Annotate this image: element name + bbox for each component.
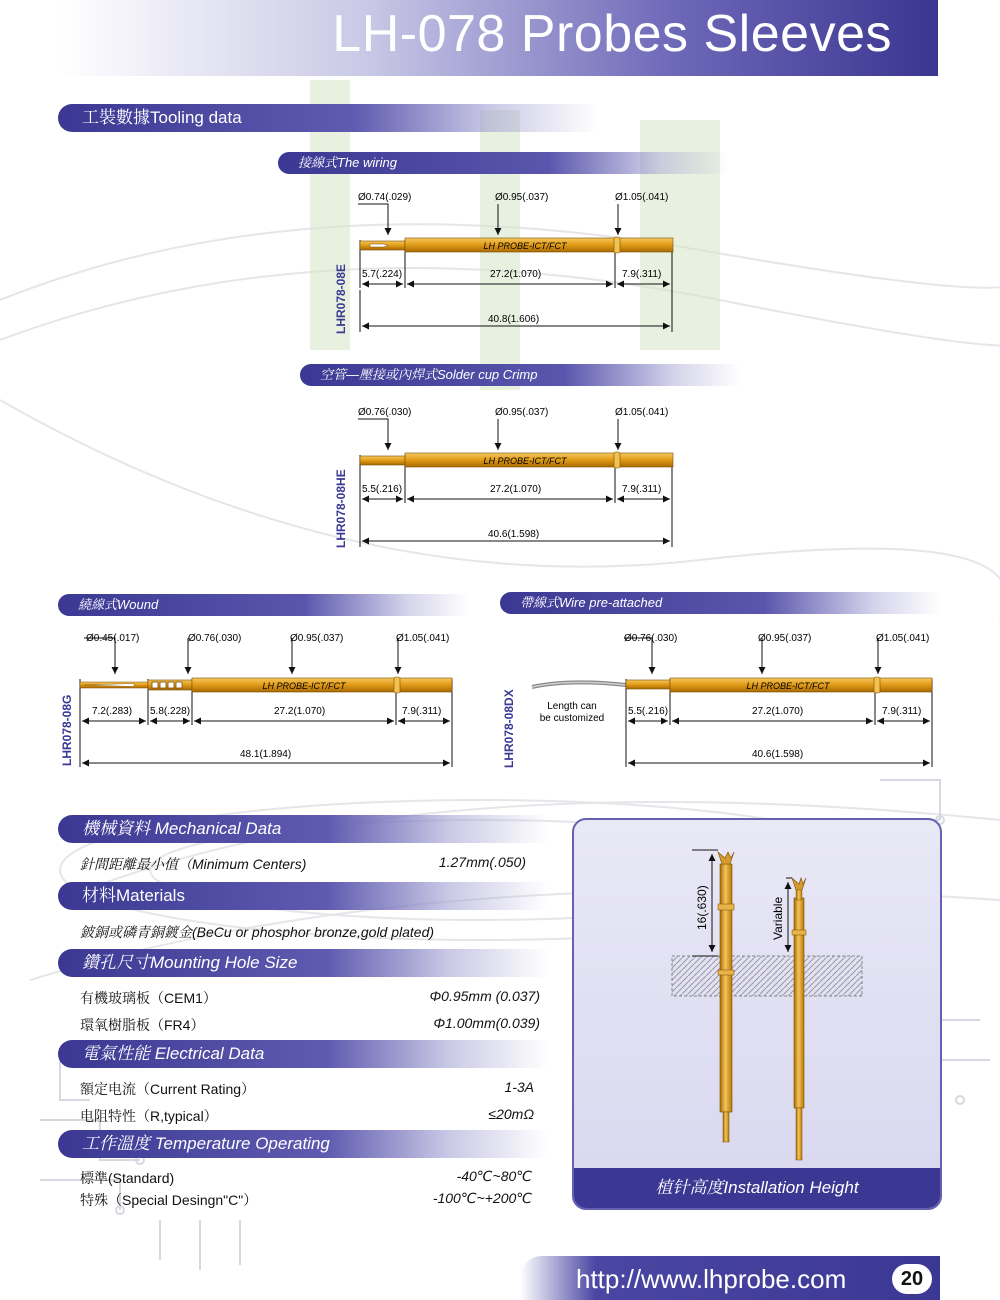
section-temperature-header: 工作溫度 Temperature Operating xyxy=(58,1130,548,1158)
diagram-wire-pre-attached xyxy=(530,625,940,775)
diagram-wound xyxy=(70,625,470,775)
dimension-label: Ø1.05(.041) xyxy=(876,633,930,644)
subsection-solder-header: 空管—壓接或內焊式Solder cup Crimp xyxy=(300,364,740,386)
dimension-label: 27.2(1.070) xyxy=(490,484,542,495)
temperature-value-standard: -40℃~80℃ xyxy=(456,1168,532,1184)
dimension-label: Ø0.76(.030) xyxy=(624,633,678,644)
electrical-value-resistance: ≤20mΩ xyxy=(488,1106,534,1122)
dimension-label: Ø0.95(.037) xyxy=(290,633,344,644)
dimension-label: Ø0.95(.037) xyxy=(495,407,549,418)
dimension-label: 40.6(1.598) xyxy=(488,529,540,540)
mechanical-label: 針間距離最小值（Minimum Centers) xyxy=(80,856,307,872)
installation-caption: 植针高度Installation Height xyxy=(574,1168,940,1208)
dimension-label: 40.6(1.598) xyxy=(752,749,804,760)
height-dimension-label: 16(.630) xyxy=(695,885,709,930)
dimension-label: 40.8(1.606) xyxy=(488,314,540,325)
mounting-value-fr4: Φ1.00mm(0.039) xyxy=(433,1015,540,1031)
dimension-label: 48.1(1.894) xyxy=(240,749,292,760)
dimension-label: 27.2(1.070) xyxy=(274,706,326,717)
diagram-solder-cup xyxy=(330,395,690,555)
probe-print-label: LH PROBE-ICT/FCT xyxy=(746,681,830,691)
dimension-label: 7.2(.283) xyxy=(92,706,133,717)
materials-label: 鈹銅或磷青銅鍍金(BeCu or phosphor bronze,gold plated) xyxy=(80,924,435,940)
subsection-wiring-header: 接線式The wiring xyxy=(278,152,728,174)
installation-illustration xyxy=(574,820,940,1168)
wire-note-line1: Length can xyxy=(547,701,597,712)
electrical-label-current: 額定电流（Current Rating） xyxy=(80,1081,256,1097)
subsection-wire-header: 帶線式Wire pre-attached xyxy=(500,592,940,614)
dimension-label: Ø1.05(.041) xyxy=(615,407,669,418)
variable-label: Variable xyxy=(771,896,785,940)
section-materials-header: 材料Materials xyxy=(58,882,548,910)
page-title: LH-078 Probes Sleeves xyxy=(332,5,892,63)
website-link[interactable]: http://www.lhprobe.com xyxy=(576,1264,847,1294)
temperature-label-special: 特殊（Special Desingn"C"） xyxy=(80,1192,258,1208)
section-mounting-header: 鑽孔尺寸Mounting Hole Size xyxy=(58,949,548,977)
probe-print-label: LH PROBE-ICT/FCT xyxy=(483,456,567,466)
subsection-wound-header: 繞線式Wound xyxy=(58,594,468,616)
dimension-label: 27.2(1.070) xyxy=(490,269,542,280)
page-number: 20 xyxy=(892,1264,932,1294)
dimension-label: Ø1.05(.041) xyxy=(615,192,669,203)
probe-print-label: LH PROBE-ICT/FCT xyxy=(483,241,567,251)
dimension-label: Ø0.95(.037) xyxy=(495,192,549,203)
dimension-label: Ø0.76(.030) xyxy=(188,633,242,644)
model-label-08he: LHR078-08HE xyxy=(334,469,348,548)
dimension-label: 7.9(.311) xyxy=(622,484,662,495)
temperature-value-special: -100℃~+200℃ xyxy=(432,1190,532,1206)
model-label-08e: LHR078-08E xyxy=(334,263,348,334)
dimension-label: 7.9(.311) xyxy=(402,706,442,717)
section-mechanical-header: 機械資料 Mechanical Data xyxy=(58,815,548,843)
wire-note-line2: be customized xyxy=(539,713,605,724)
dimension-label: 5.5(.216) xyxy=(628,706,669,717)
mechanical-value: 1.27mm(.050) xyxy=(438,854,526,870)
mounting-label-cem1: 有機玻璃板（CEM1） xyxy=(80,990,217,1006)
dimension-label: Ø0.45(.017) xyxy=(86,633,140,644)
title-banner xyxy=(60,0,938,76)
dimension-label: 5.8(.228) xyxy=(150,706,191,717)
electrical-value-current: 1-3A xyxy=(504,1079,534,1095)
electrical-label-resistance: 电阻特性（R,typical） xyxy=(80,1108,218,1124)
section-tooling-header: 工裝數據Tooling data xyxy=(58,104,598,132)
dimension-label: Ø0.74(.029) xyxy=(358,192,412,203)
probe-print-label: LH PROBE-ICT/FCT xyxy=(262,681,346,691)
model-label-08g: LHR078-08G xyxy=(60,694,74,766)
dimension-label: 5.7(.224) xyxy=(362,269,403,280)
dimension-label: Ø0.76(.030) xyxy=(358,407,412,418)
installation-height-panel xyxy=(572,818,942,1210)
dimension-label: 7.9(.311) xyxy=(882,706,922,717)
dimension-label: Ø1.05(.041) xyxy=(396,633,450,644)
mounting-label-fr4: 環氧樹脂板（FR4） xyxy=(80,1017,205,1033)
model-label-08dx: LHR078-08DX xyxy=(502,689,516,768)
section-electrical-header: 電氣性能 Electrical Data xyxy=(58,1040,548,1068)
dimension-label: 27.2(1.070) xyxy=(752,706,804,717)
dimension-label: Ø0.95(.037) xyxy=(758,633,812,644)
footer-bar xyxy=(520,1256,940,1300)
dimension-label: 7.9(.311) xyxy=(622,269,662,280)
mounting-value-cem1: Φ0.95mm (0.037) xyxy=(429,988,540,1004)
dimension-label: 5.5(.216) xyxy=(362,484,403,495)
diagram-wiring xyxy=(330,180,690,340)
temperature-label-standard: 標準(Standard) xyxy=(80,1170,175,1186)
